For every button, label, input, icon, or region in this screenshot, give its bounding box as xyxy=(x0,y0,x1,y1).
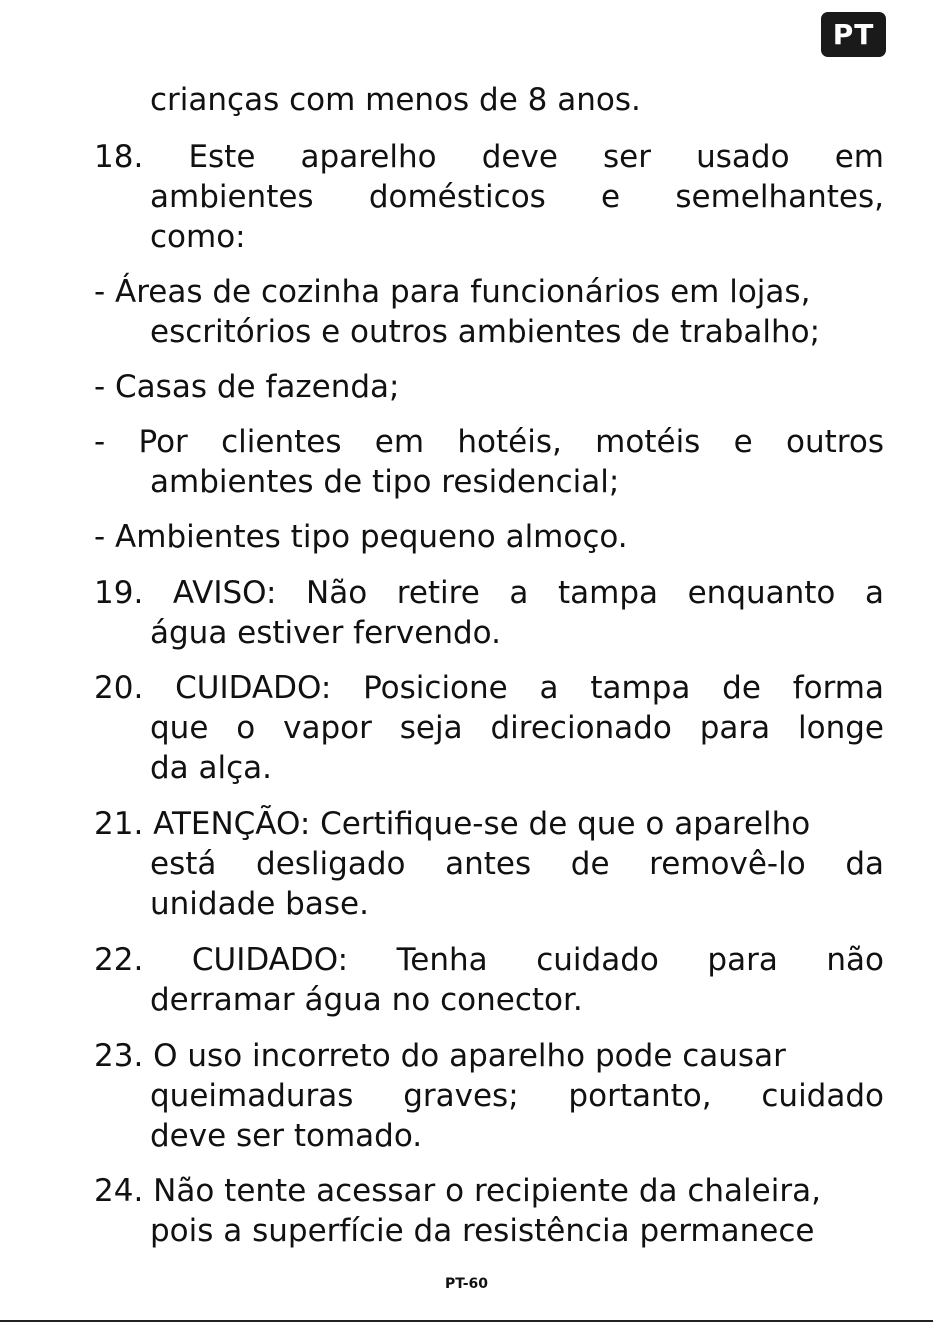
text-line: unidade base. xyxy=(150,886,369,922)
list-item-21: 21. ATENÇÃO: Certifique-se de que o aparelho xyxy=(94,806,811,842)
text-line: como: xyxy=(150,219,246,255)
text-line: ambientes domésticos e semelhantes, xyxy=(150,179,884,215)
bullet-item: - Casas de fazenda; xyxy=(94,369,400,405)
language-badge: PT xyxy=(821,12,886,57)
bottom-divider xyxy=(0,1320,933,1322)
bullet-item: - Áreas de cozinha para funcionários em lojas, xyxy=(94,274,811,310)
text-line: que o vapor seja direcionado para longe xyxy=(150,710,884,746)
list-item-20: 20. CUIDADO: Posicione a tampa de forma xyxy=(94,670,884,706)
page-number: PT-60 xyxy=(444,1276,489,1292)
text-line: derramar água no conector. xyxy=(150,982,583,1018)
text-line: ambientes de tipo residencial; xyxy=(150,464,620,500)
text-line: pois a superfície da resistência permanece xyxy=(150,1213,815,1249)
text-line: água estiver fervendo. xyxy=(150,615,501,651)
list-item-24: 24. Não tente acessar o recipiente da chaleira, xyxy=(94,1173,821,1209)
text-line: da alça. xyxy=(150,750,273,786)
text-line: crianças com menos de 8 anos. xyxy=(150,82,641,118)
text-line: está desligado antes de removê-lo da xyxy=(150,846,884,882)
text-line: queimaduras graves; portanto, cuidado xyxy=(150,1078,884,1114)
list-item-18: 18. Este aparelho deve ser usado em xyxy=(94,139,884,175)
text-line: deve ser tomado. xyxy=(150,1118,423,1154)
list-item-22: 22. CUIDADO: Tenha cuidado para não xyxy=(94,942,884,978)
list-item-19: 19. AVISO: Não retire a tampa enquanto a xyxy=(94,575,884,611)
list-item-23: 23. O uso incorreto do aparelho pode causar xyxy=(94,1038,786,1074)
bullet-item: - Por clientes em hotéis, motéis e outros xyxy=(94,424,884,460)
bullet-item: - Ambientes tipo pequeno almoço. xyxy=(94,519,628,555)
text-line: escritórios e outros ambientes de trabalho; xyxy=(150,314,821,350)
